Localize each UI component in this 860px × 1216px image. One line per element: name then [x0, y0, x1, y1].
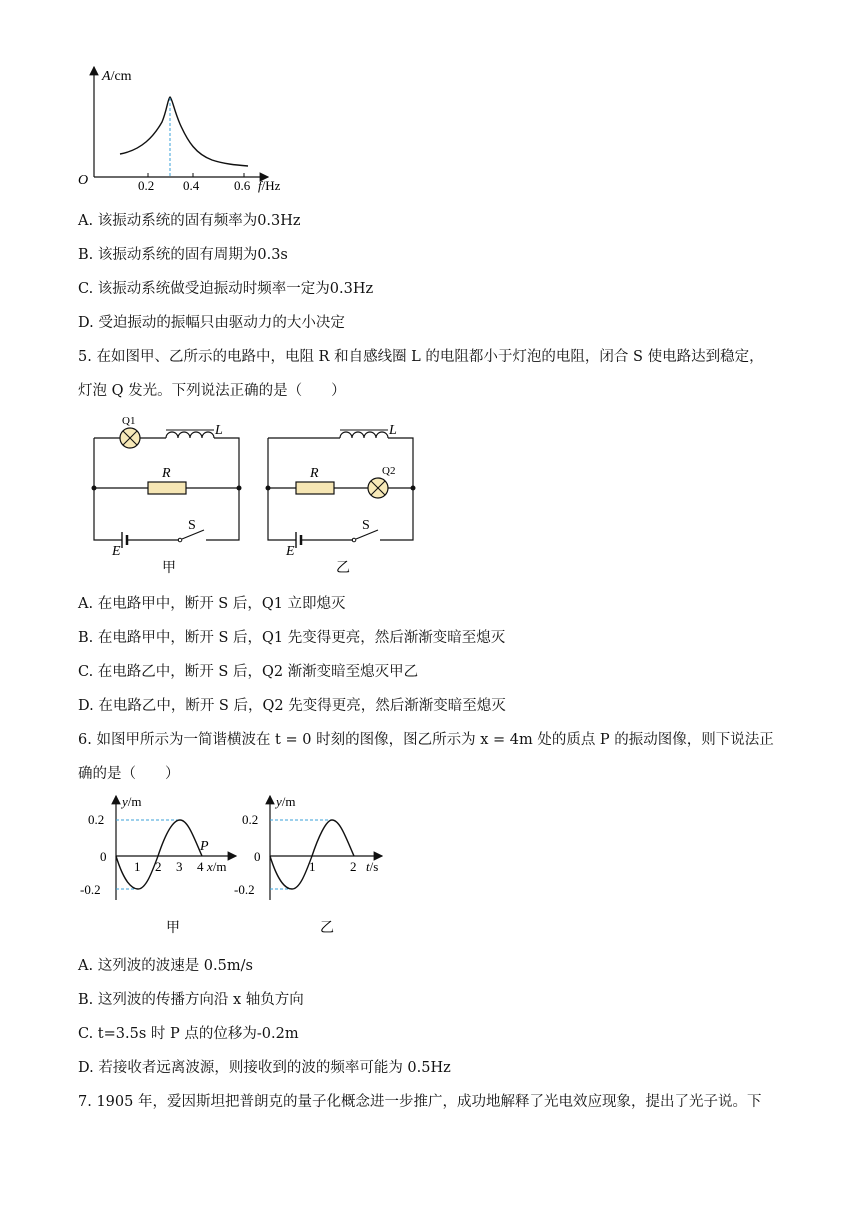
battery-label: E [112, 544, 121, 559]
lamp-q2-label: Q2 [382, 465, 396, 477]
lamp-q1-label: Q1 [122, 415, 136, 427]
x-axis-label: t/s [366, 859, 379, 874]
x-tick-label: 1 [309, 859, 316, 874]
q4-option-b: B. 该振动系统的固有周期为0.3s [78, 247, 288, 263]
circuit-caption: 乙 [336, 561, 350, 576]
switch-label: S [362, 518, 370, 533]
y-axis-label: A/cm [102, 69, 132, 84]
x-tick-label: 0.2 [138, 178, 155, 193]
x-tick-label: 2 [350, 859, 357, 874]
q5-option-a: A. 在电路甲中，断开 S 后，Q1 立即熄灭 [78, 596, 346, 612]
y-tick-label: 0.2 [88, 812, 105, 827]
graph-caption: 乙 [320, 921, 334, 936]
resonance-curve [120, 97, 248, 166]
circuit-jia [84, 412, 254, 582]
q5-stem-line-2: 灯泡 Q 发光。下列说法正确的是（ ） [78, 383, 346, 399]
switch-label: S [188, 518, 196, 533]
q5-option-c: C. 在电路乙中，断开 S 后，Q2 渐渐变暗至熄灭甲乙 [78, 664, 419, 680]
y-axis-label: y/m [122, 794, 142, 809]
q5-option-b: B. 在电路甲中，断开 S 后，Q1 先变得更亮，然后渐渐变暗至熄灭 [78, 630, 506, 646]
q5-option-d: D. 在电路乙中，断开 S 后，Q2 先变得更亮，然后渐渐变暗至熄灭 [78, 698, 506, 714]
x-tick-label: 0.4 [183, 178, 200, 193]
y-axis-label: y/m [276, 794, 296, 809]
y-tick-label: 0 [100, 849, 107, 864]
wave-curve [116, 820, 202, 889]
x-tick-label: 0.6 [234, 178, 251, 193]
graph-caption: 甲 [166, 921, 180, 936]
q6-option-c: C. t=3.5s 时 P 点的位移为-0.2m [78, 1026, 299, 1042]
vibration-graph-yi [232, 790, 402, 940]
y-tick-label: -0.2 [234, 882, 255, 897]
point-p-label: P [200, 839, 209, 854]
battery-label: E [286, 544, 295, 559]
x-tick-label: 1 [134, 859, 141, 874]
y-tick-label: 0 [254, 849, 261, 864]
q6-option-d: D. 若接收者远离波源，则接收到的波的频率可能为 0.5Hz [78, 1060, 451, 1076]
circuit-caption: 甲 [162, 561, 176, 576]
resistor [296, 482, 334, 494]
q6-option-a: A. 这列波的波速是 0.5m/s [78, 958, 253, 974]
q5-stem-line-1: 5. 在如图甲、乙所示的电路中，电阻 R 和自感线圈 L 的电阻都小于灯泡的电阻，闭合 S 使电路达到稳定， [78, 349, 764, 365]
origin-label: O [78, 173, 89, 188]
q4-option-a: A. 该振动系统的固有频率为0.3Hz [78, 213, 301, 229]
inductor-coil [166, 432, 214, 438]
q6-stem-line-1: 6. 如图甲所示为一简谐横波在 t = 0 时刻的图像，图乙所示为 x = 4m 处的质点 P 的振动图像，则下说法正 [78, 732, 774, 748]
q4-option-d: D. 受迫振动的振幅只由驱动力的大小决定 [78, 315, 345, 331]
y-tick-label: -0.2 [80, 882, 101, 897]
wave-graph-jia [76, 790, 246, 940]
q4-option-c: C. 该振动系统做受迫振动时频率一定为0.3Hz [78, 281, 374, 297]
resonance-curve-figure [72, 62, 302, 197]
resistor-label: R [162, 466, 171, 481]
x-tick-label: 4 [197, 859, 204, 874]
inductor-label: L [389, 423, 397, 438]
x-axis-label: f/Hz [258, 178, 281, 193]
circuit-yi [258, 412, 428, 582]
inductor-label: L [215, 423, 223, 438]
q6-stem-line-2: 确的是（ ） [78, 766, 180, 782]
resistor [148, 482, 186, 494]
x-axis-label: x/m [207, 859, 227, 874]
resistor-label: R [310, 466, 319, 481]
y-tick-label: 0.2 [242, 812, 259, 827]
x-tick-label: 3 [176, 859, 183, 874]
vibration-curve [270, 820, 354, 889]
inductor-coil [340, 432, 388, 438]
q7-stem: 7. 1905 年，爱因斯坦把普朗克的量子化概念进一步推广，成功地解释了光电效应现象，提出了光子说。下 [78, 1094, 762, 1110]
x-tick-label: 2 [155, 859, 162, 874]
q6-option-b: B. 这列波的传播方向沿 x 轴负方向 [78, 992, 304, 1008]
